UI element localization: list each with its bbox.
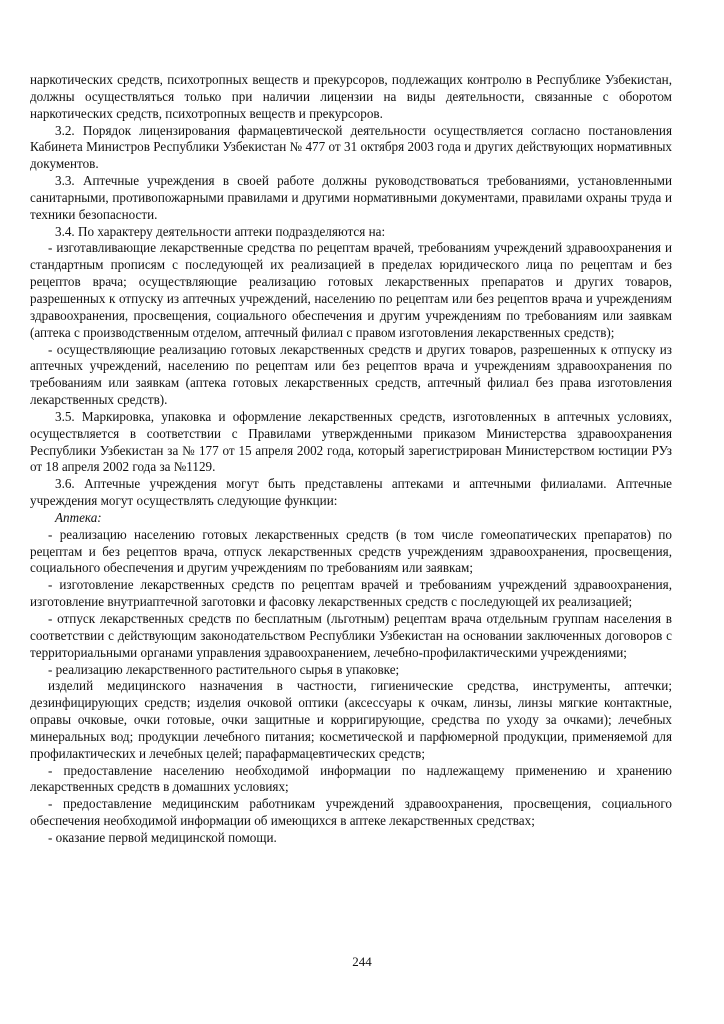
function-item-medical-staff-information: - предоставление медицинским работникам учреждений здравоохранения, просвещения, социального обеспечения необходимой информации об имеющихся в аптеке лекарственных средствах; — [30, 796, 672, 829]
subheading-pharmacy: Аптека: — [55, 509, 102, 525]
paragraph-3-4: 3.4. По характеру деятельности аптеки подразделяются на: — [55, 223, 386, 239]
paragraph-3-5: 3.5. Маркировка, упаковка и оформление лекарственных средств, изготовленных в аптечных условиях, осуществляется в соответствии с Правилами утвержденными приказом Министерства здравоохранения Республики Узбекистан за № 177 от 15 апреля 2002 года, который зарегистрирован Министерством юстиции РУз от 18 апреля 2002 года за №1129. — [30, 408, 672, 475]
page-number: 244 — [352, 954, 372, 969]
list-item-ready-drugs-pharmacy: - осуществляющие реализацию готовых лекарственных средств и других товаров, разрешенных к отпуску из аптечных учреждений, населению по рецептам или без рецептов врача и учреждениям здравоохранения по требованиям или заявкам (аптека готовых лекарственных средств, аптечный филиал без права изготовления лекарственных средств). — [30, 341, 672, 408]
paragraph-3-3: 3.3. Аптечные учреждения в своей работе должны руководствоваться требованиями, установленными санитарными, противопожарными правилами и другими нормативными документами, правилами охраны труда и техники безопасности. — [30, 173, 672, 222]
paragraph-intro-continuation: наркотических средств, психотропных веществ и прекурсоров, подлежащих контролю в Республике Узбекистан, должны осуществляться только при наличии лицензии на виды деятельности, связанные с оборотом наркотических средств, психотропных веществ и прекурсоров. — [30, 72, 672, 121]
list-item-manufacturing-pharmacy: - изготавливающие лекарственные средства по рецептам врачей, требованиям учреждений здравоохранения и стандартным прописям с последующей их реализацией в пределах юридического лица по рецептам и без рецептов врача; осуществляющие реализацию готовых лекарственных препаратов и других товаров, разрешенных к отпуску из аптечных учреждений, населению по рецептам или без рецептов врача и учреждениям здравоохранения, просвещения, социального обеспечения и другим учреждениям по требованиям или заявкам (аптека с производственным отделом, аптечный филиал с правом изготовления лекарственных средств); — [30, 240, 672, 340]
function-item-public-information: - предоставление населению необходимой информации по надлежащему применению и хранению лекарственных средств в домашних условиях; — [30, 762, 672, 795]
paragraph-3-2: 3.2. Порядок лицензирования фармацевтической деятельности осуществляется согласно постановления Кабинета Министров Республики Узбекистан № 477 от 31 октября 2003 года и других действующих нормативных документов. — [30, 122, 672, 172]
function-item-manufacturing: - изготовление лекарственных средств по рецептам врачей и требованиям учреждений здравоохранения, изготовление внутриаптечной заготовки и фасовку лекарственных средств с последующей их реализацией; — [30, 577, 672, 610]
function-item-herbal-raw: - реализацию лекарственного растительного сырья в упаковке; — [48, 661, 400, 677]
paragraph-3-6: 3.6. Аптечные учреждения могут быть представлены аптеками и аптечными филиалами. Аптечные учреждения могут осуществлять следующие функции: — [30, 476, 672, 509]
page-body — [30, 72, 672, 847]
function-item-free-prescriptions: - отпуск лекарственных средств по бесплатным (льготным) рецептам врача отдельным группам населения в соответствии с действующим законодательством Республики Узбекистан на основании заключенных договоров с территориальными органами управления здравоохранением, лечебно-профилактическими учреждениями; — [30, 611, 672, 660]
function-item-sales: - реализацию населению готовых лекарственных средств (в том числе гомеопатических препаратов) по рецептам и без рецептов врача, отпуск лекарственных средств учреждениям здравоохранения, просвещения, социального обеспечения и другим учреждениям по требованиям или заявкам; — [30, 526, 672, 576]
function-item-first-aid: - оказание первой медицинской помощи. — [48, 829, 277, 845]
function-item-medical-products: изделий медицинского назначения в частности, гигиенические средства, инструменты, аптечки; дезинфицирующих средств; изделия очковой оптики (аксессуары к очкам, линзы, линзы мягкие контактные, оправы очковые, очки готовые, очки защитные и корригирующие, средства по уходу за очками); лечебных минеральных вод; продукции лечебного питания; косметической и парфюмерной продукции, применяемой для профилактических и лечебных целей; парафармацевтических средств; — [30, 678, 672, 761]
